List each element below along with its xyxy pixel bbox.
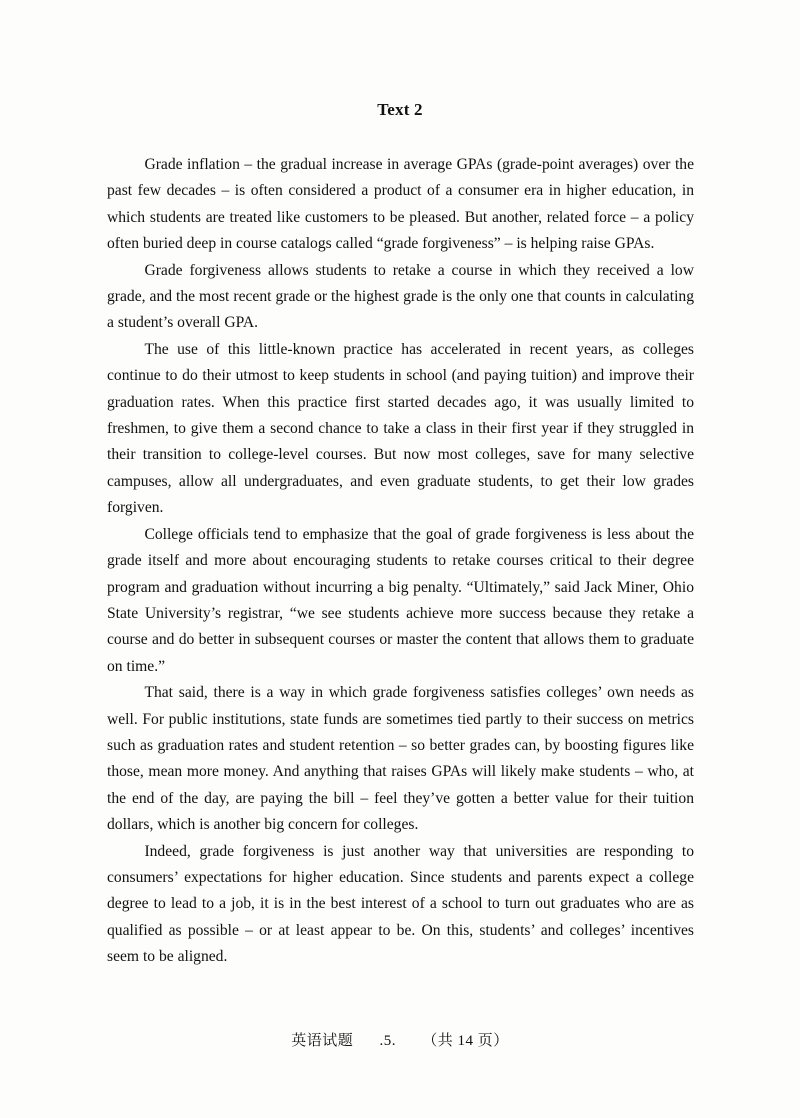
passage-title: Text 2 (377, 100, 423, 119)
footer-subject: 英语试题 (291, 1033, 354, 1049)
paragraph-5: That said, there is a way in which grade forgiveness satisfies colleges’ own needs as well. For public institutions, state funds are sometimes tied partly to their success on metrics such as graduation rates and student retention – so better grades can, by boosting figures like those, mean more money. And anything that raises GPAs will likely make students – who, at the end of the day, are paying the bill – feel they’ve gotten a better value for their tuition dollars, which is another big concern for colleges. (107, 684, 694, 834)
paragraph-4: College officials tend to emphasize that the goal of grade forgiveness is less about the grade itself and more about encouraging students to retake courses critical to their degree program and graduation without incurring a big penalty. “Ultimately,” said Jack Miner, Ohio State University’s registrar, “we see students achieve more success because they retake a course and do better in subsequent courses or master the content that allows them to graduate on time.” (107, 525, 694, 675)
paragraph-6: Indeed, grade forgiveness is just another way that universities are responding to consumers’ expectations for higher education. Since students and parents expect a college degree to lead to a job, it is in the best interest of a school to turn out graduates who are as qualified as possible – or at least appear to be. On this, students’ and colleges’ incentives seem to be aligned. (107, 842, 694, 966)
paragraph-1: Grade inflation – the gradual increase in average GPAs (grade-point averages) over the past few decades – is often considered a product of a consumer era in higher education, in which students are treated like customers to be pleased. But another, related force – a policy often buried deep in course catalogs called “grade forgiveness” – is helping raise GPAs. (107, 156, 694, 253)
paragraph-2: Grade forgiveness allows students to retake a course in which they received a low grade, and the most recent grade or the highest grade is the only one that counts in calculating a student’s overall GPA. (107, 261, 694, 332)
page-footer (0, 1029, 800, 1050)
footer-page-number: .5. (379, 1033, 396, 1049)
passage-body (107, 152, 694, 971)
paragraph-3: The use of this little-known practice has accelerated in recent years, as colleges continue to do their utmost to keep students in school (and paying tuition) and improve their graduation rates. When this practice first started decades ago, it was usually limited to freshmen, to give them a second chance to take a class in their first year if they struggled in their transition to college-level courses. But now most colleges, save for many selective campuses, allow all undergraduates, and even graduate students, to get their low grades forgiven. (107, 340, 694, 517)
footer-total-pages: （共 14 页） (422, 1033, 509, 1049)
